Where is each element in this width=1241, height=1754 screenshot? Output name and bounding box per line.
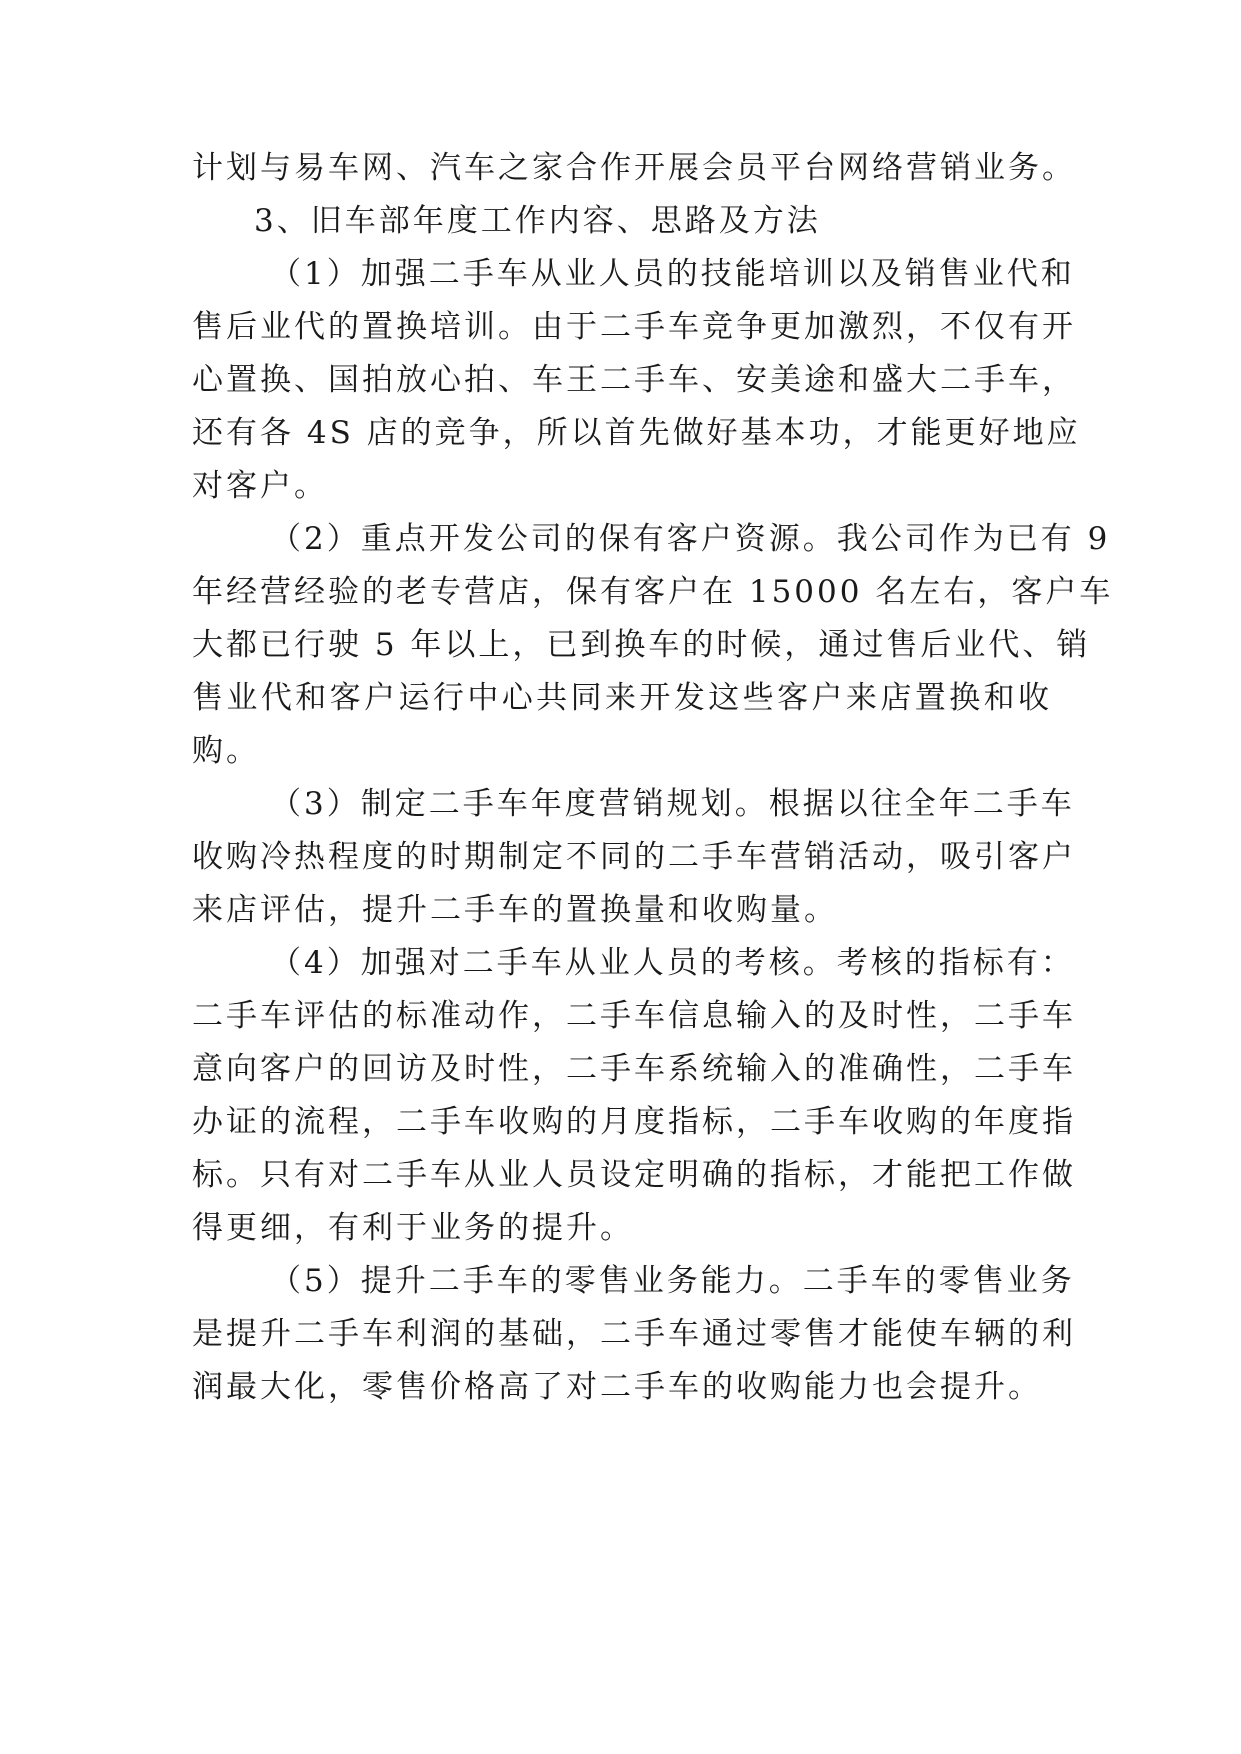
text-line: 计划与易车网、汽车之家合作开展会员平台网络营销业务。 (192, 150, 1076, 186)
text-line: 二手车评估的标准动作，二手车信息输入的及时性，二手车 (192, 998, 1076, 1034)
text-line: 意向客户的回访及时性，二手车系统输入的准确性，二手车 (192, 1051, 1076, 1087)
text-line: 购。 (192, 733, 260, 769)
text-line: 润最大化，零售价格高了对二手车的收购能力也会提升。 (192, 1369, 1042, 1405)
text-line: 是提升二手车利润的基础，二手车通过零售才能使车辆的利 (192, 1316, 1076, 1352)
text-line: （2）重点开发公司的保有客户资源。我公司作为已有 9 (270, 521, 1111, 557)
text-line: 大都已行驶 5 年以上，已到换车的时候，通过售后业代、销 (192, 627, 1091, 663)
text-line: 年经营经验的老专营店，保有客户在 15000 名左右，客户车 (192, 574, 1114, 610)
text-line: 得更细，有利于业务的提升。 (192, 1210, 634, 1246)
text-line: （4）加强对二手车从业人员的考核。考核的指标有： (270, 945, 1075, 981)
text-line: 来店评估，提升二手车的置换量和收购量。 (192, 892, 838, 928)
text-line: 心置换、国拍放心拍、车王二手车、安美途和盛大二手车， (192, 362, 1076, 398)
text-line: （1）加强二手车从业人员的技能培训以及销售业代和 (270, 256, 1075, 292)
text-line: 收购冷热程度的时期制定不同的二手车营销活动，吸引客户 (192, 839, 1076, 875)
text-line: 办证的流程，二手车收购的月度指标，二手车收购的年度指 (192, 1104, 1076, 1140)
text-line: （3）制定二手车年度营销规划。根据以往全年二手车 (270, 786, 1075, 822)
text-line: 对客户。 (192, 468, 328, 504)
text-line: （5）提升二手车的零售业务能力。二手车的零售业务 (270, 1263, 1075, 1299)
text-line: 还有各 4S 店的竞争，所以首先做好基本功，才能更好地应 (192, 415, 1081, 451)
text-line: 售业代和客户运行中心共同来开发这些客户来店置换和收 (192, 680, 1052, 716)
text-line: 售后业代的置换培训。由于二手车竞争更加激烈，不仅有开 (192, 309, 1076, 345)
section-heading: 3、旧车部年度工作内容、思路及方法 (254, 203, 821, 239)
text-line: 标。只有对二手车从业人员设定明确的指标，才能把工作做 (192, 1157, 1076, 1193)
